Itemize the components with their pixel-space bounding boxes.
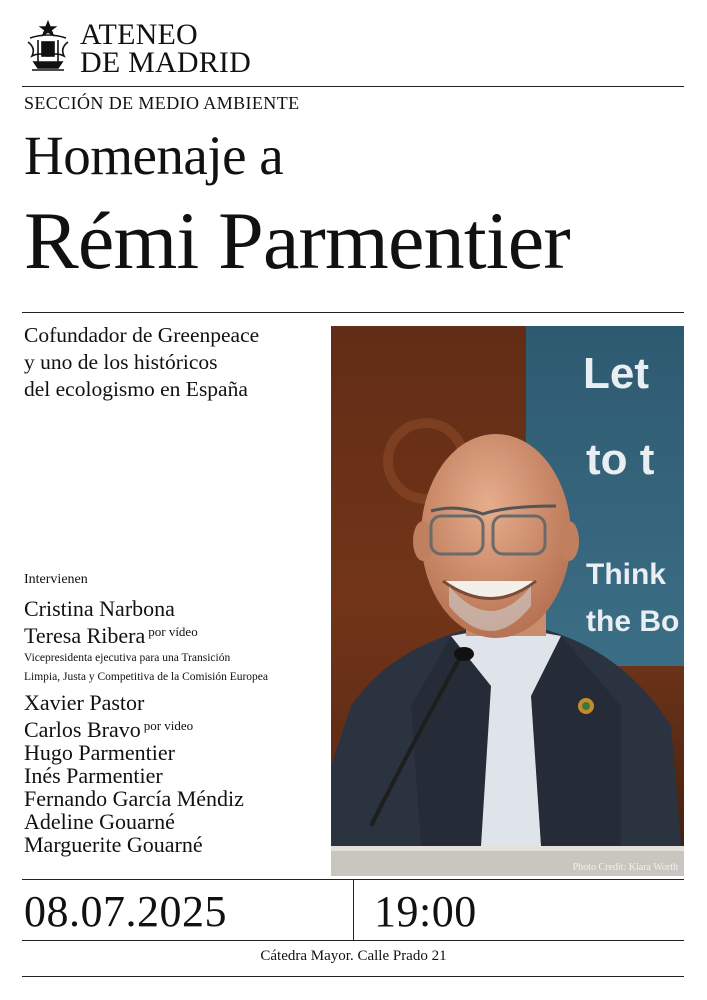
photo-illustration: [331, 326, 684, 876]
banner-text: Let: [583, 349, 649, 398]
org-name-line2: DE MADRID: [80, 46, 251, 79]
event-venue: Cátedra Mayor. Calle Prado 21: [260, 948, 447, 964]
event-date: 08.07.2025: [24, 887, 227, 936]
description-line: y uno de los históricos: [24, 350, 218, 374]
speaker-role: Vicepresidenta ejecutiva para una Transición Limpia, Justa y Competitiva de la Comisión Europea: [24, 652, 269, 683]
divider: [22, 976, 684, 977]
speaker-name: Hugo Parmentier: [24, 740, 175, 765]
title-honoree-name: Rémi Parmentier: [24, 195, 570, 286]
banner-text: Think: [586, 558, 666, 591]
speaker-name: Carlos Bravo $^{por video}$: [24, 717, 194, 742]
speaker-name: Cristina Narbona: [24, 596, 175, 621]
speaker-name: Inés Parmentier: [24, 763, 163, 788]
divider: [22, 940, 684, 941]
speaker-name: Teresa Ribera $^{por vídeo}$: [24, 623, 198, 648]
description: [24, 322, 259, 403]
divider: [22, 312, 684, 313]
honoree-photo: [331, 326, 684, 876]
description-line: Cofundador de Greenpeace: [24, 323, 260, 347]
banner-text: to t: [586, 435, 655, 484]
speaker-name: Marguerite Gouarné: [24, 832, 203, 857]
title-line1: Homenaje a: [24, 125, 284, 186]
speaker-name: Fernando García Méndiz: [24, 786, 244, 811]
speaker-note: por vídeo: [148, 624, 198, 639]
photo-credit: Photo Credit: Kiara Worth: [572, 862, 678, 873]
divider: [22, 86, 684, 87]
section-name: SECCIÓN DE MEDIO AMBIENTE: [24, 93, 300, 113]
description-line: del ecologismo en España: [24, 377, 248, 401]
speaker-note: por video: [143, 718, 194, 733]
org-name-line1: ATENEO: [80, 18, 198, 51]
speakers-list: [24, 597, 268, 856]
divider: [353, 879, 354, 940]
ateneo-crest-logo: [22, 18, 74, 76]
speaker-name: Adeline Gouarné: [24, 809, 175, 834]
event-time: 19:00: [374, 887, 477, 936]
speakers-label: Intervienen: [24, 572, 88, 587]
speaker-name: Xavier Pastor: [24, 690, 145, 715]
banner-text: the Bo: [586, 605, 680, 638]
